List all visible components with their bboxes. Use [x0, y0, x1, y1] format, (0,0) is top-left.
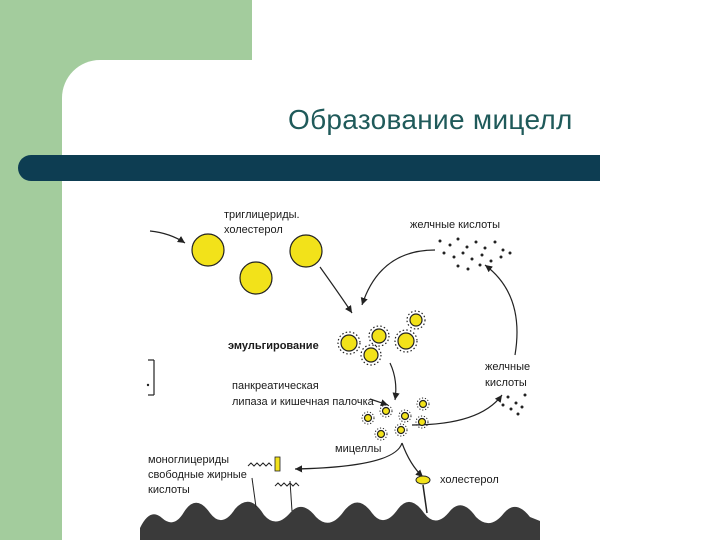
absorption-line [423, 485, 427, 513]
fat-droplet [240, 262, 272, 294]
label-micelles: мицеллы [335, 443, 382, 455]
bile-acid-dots-right [502, 394, 527, 416]
label-monoglycerides-1: моноглицериды [148, 454, 230, 466]
arrow-bile-to-emulsification [362, 250, 435, 305]
cholesterol-molecule [416, 476, 430, 484]
label-bile-acids-right-2: кислоты [485, 377, 527, 389]
page-title: Образование мицелл [288, 104, 573, 135]
title-divider-bar [18, 155, 600, 181]
arrow-to-cholesterol [402, 443, 423, 477]
label-pancreatic-2: липаза и кишечная палочка [232, 396, 374, 408]
emulsified-droplets [338, 311, 425, 365]
micelle-formation-diagram [140, 195, 540, 540]
bile-acid-dots-top [439, 238, 512, 271]
label-emulsification: эмульгирование [228, 340, 319, 352]
arrow-to-emulsification [320, 267, 352, 313]
intestinal-villi [140, 502, 540, 540]
arrow-to-micelles [390, 363, 396, 400]
label-cholesterol-bottom: холестерол [440, 474, 499, 486]
label-monoglycerides-2: свободные жирные [148, 469, 247, 481]
fatty-acid-molecules [248, 457, 299, 486]
label-triglycerides: триглицериды. [224, 209, 300, 221]
arrow-bile-recycle [485, 265, 517, 355]
label-cholesterol-top: холестерол [224, 224, 283, 236]
label-monoglycerides-3: кислоты [148, 484, 190, 496]
absorption-line [252, 478, 256, 507]
absorption-line [290, 481, 292, 511]
label-pancreatic-1: панкреатическая [232, 380, 319, 392]
label-bile-acids-top: желчные кислоты [410, 219, 500, 231]
input-arrow [150, 231, 185, 243]
fat-droplet [290, 235, 322, 267]
left-bracket-fragment [147, 360, 154, 395]
fat-droplet [192, 234, 224, 266]
label-bile-acids-right-1: желчные [485, 361, 531, 373]
